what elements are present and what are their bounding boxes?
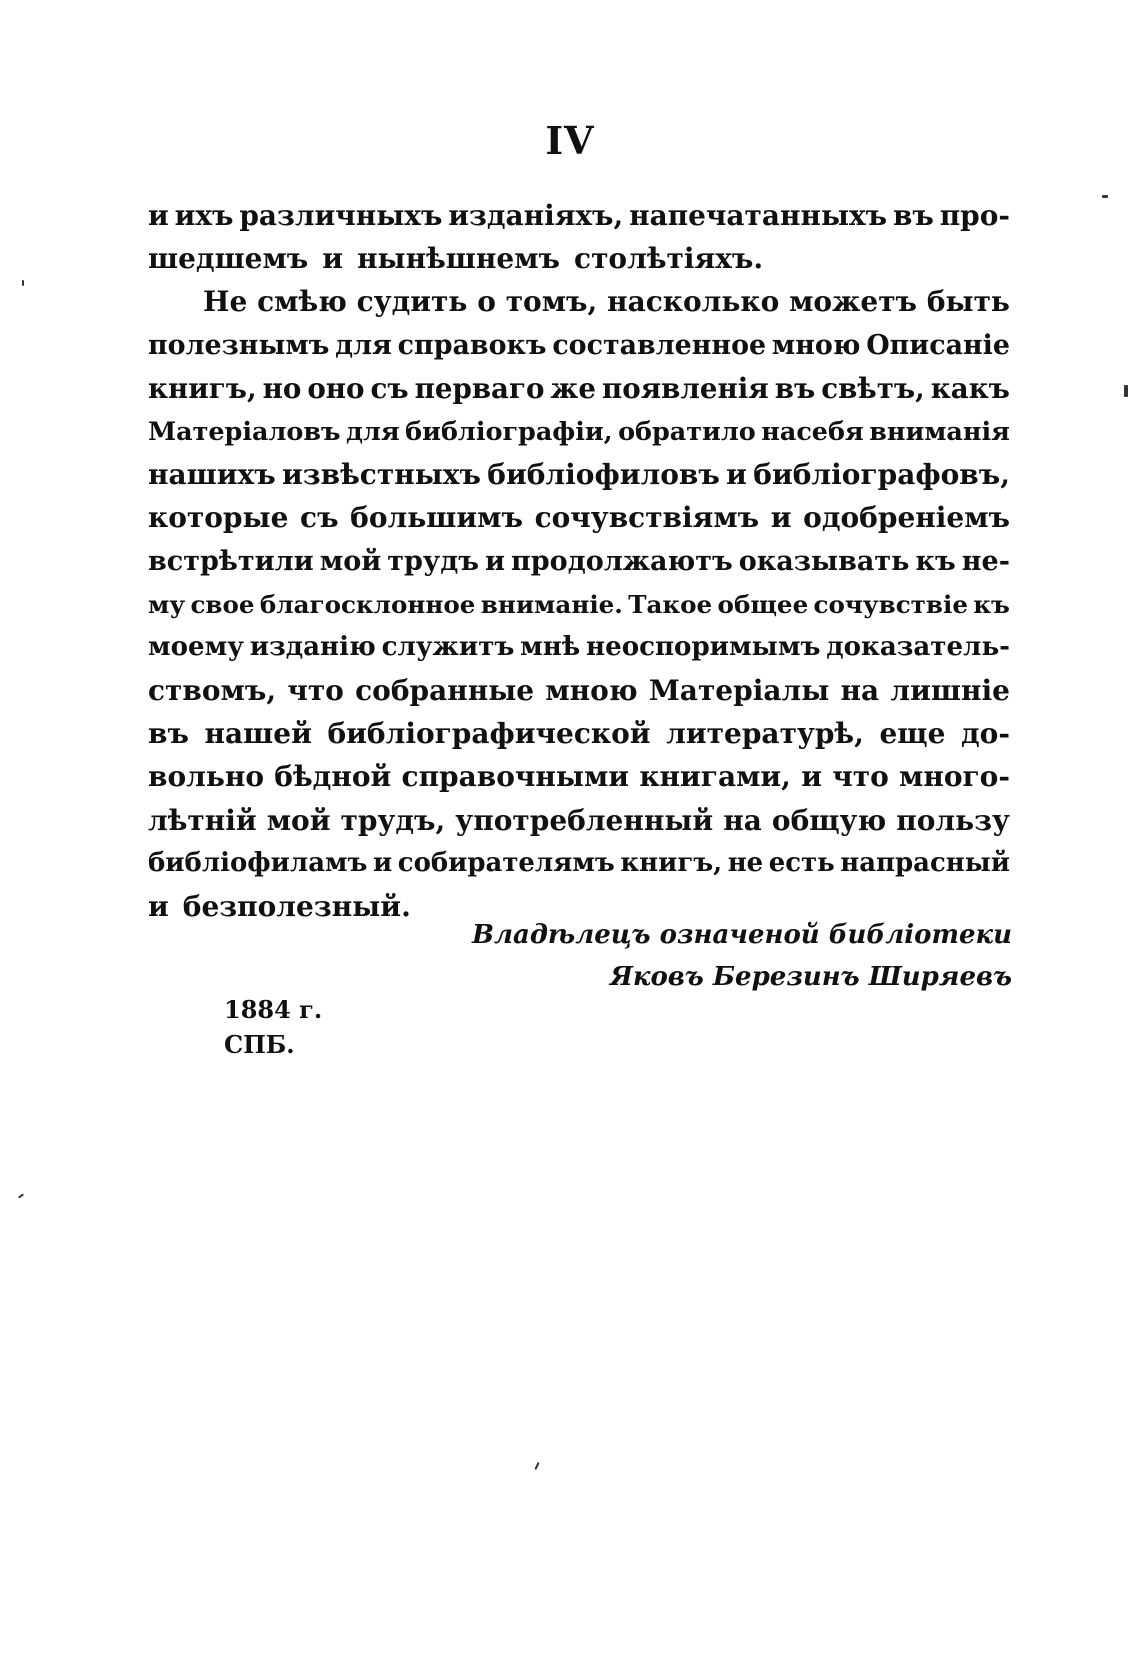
word: въ [892,199,934,232]
word: оно [307,371,365,405]
word: доказатель- [826,631,1010,662]
word: и [726,458,747,492]
word: ствомъ, [148,674,277,708]
word: лишніе [890,674,1010,708]
word: встрѣтили [148,545,314,577]
word: и [801,760,822,794]
word: про- [939,199,1010,232]
word: сочувствіямъ [534,501,760,535]
word: перваго [414,371,545,405]
text-line [148,496,1010,539]
scan-speck [18,1193,24,1198]
word: книгами, [639,760,791,794]
text-line [148,194,1010,237]
word: въ [148,717,189,751]
text-line [148,540,1010,583]
word: быть [926,285,1010,319]
word: изданію [249,631,376,662]
word: появленія [602,371,769,405]
text-line [148,367,1010,410]
word: напрасный [840,847,1010,878]
word: полезнымъ [148,329,330,361]
text-line [148,324,1010,367]
scan-speck [534,1462,539,1470]
word: судить [356,285,468,319]
word: шедшемъ [148,242,309,276]
word: извѣстныхъ [282,458,481,492]
word: изданіяхъ, [448,199,624,232]
word: справокъ [397,329,547,361]
word: насколько [607,285,780,319]
word: продолжаютъ [511,545,733,577]
word: литературѣ, [666,717,864,751]
text-line [148,626,1010,669]
word: мой [266,803,331,837]
word: нашихъ [148,458,276,492]
word: обратило [618,415,756,446]
word: столѣтіяхъ. [574,242,764,276]
word: общее [717,589,809,619]
word: вольно [148,760,265,794]
word: оказывать [738,545,910,577]
word: вниманіе. [480,589,623,619]
word: книгъ, [148,371,257,405]
word: и [148,890,169,923]
text-line [148,410,1010,453]
signature-title: Владѣлецъ означеной библіотеки [471,920,1012,950]
imprint-city: СПБ. [224,1030,295,1059]
word: и [322,242,344,276]
word: для [346,415,400,446]
word: безполезный. [182,890,411,923]
scan-speck [1124,385,1128,397]
word: въ [774,371,816,405]
word: библіографіи, [405,415,613,446]
word: библіофиламъ [148,847,368,878]
text-line [148,237,1010,280]
word: трудъ, [340,803,446,837]
word: нашей [204,717,312,751]
word: свѣтъ, [821,371,925,405]
word: лѣтній [148,803,257,837]
word: и [484,545,505,577]
word: библіографической [327,717,651,751]
word: Не [203,285,248,319]
word: употребленный [455,803,714,837]
scan-speck [1102,195,1108,198]
word: не- [961,545,1010,577]
word: и [148,199,169,232]
word: благосклонное [259,589,476,619]
word: одобреніемъ [803,501,1010,535]
signature-name: Яковъ Березинъ Ширяевъ [609,962,1012,992]
word: мой [319,545,382,577]
word: бѣдной [274,760,392,794]
word: нынѣшнемъ [357,242,561,276]
word: смѣю [257,285,347,319]
word: къ [915,545,956,577]
body-text [148,194,1010,928]
word: сочувствіе [813,589,968,619]
word: пользу [896,803,1010,837]
word: служитъ [381,631,515,662]
word: къ [973,589,1010,619]
word: же [550,371,596,405]
word: мнѣ [520,631,581,662]
word: что [287,674,344,708]
text-line [148,583,1010,626]
word: книгъ, [620,847,723,878]
word: до- [961,717,1010,751]
word: о [477,285,496,319]
text-line [148,712,1010,755]
word: собирателямъ [397,847,615,878]
word: составленное [552,329,767,361]
text-line [148,842,1010,885]
word: есть [768,847,835,878]
word: что [832,760,889,794]
word: трудъ [387,545,479,577]
scan-speck [22,280,24,286]
word: и [770,501,792,535]
word: справочными [401,760,630,794]
word: и [372,847,393,878]
word: напечатанныхъ [629,199,888,232]
word: Матеріаловъ [148,415,341,446]
imprint-year: 1884 г. [224,995,323,1024]
word: Такое [628,589,713,619]
word: для [335,329,392,361]
word: на [723,803,762,837]
word: насебя [761,415,864,446]
word: которые [148,501,289,535]
text-line [148,799,1010,842]
word: съ [370,371,409,405]
text-line [148,453,1010,496]
text-line [148,280,1010,323]
word: собранные [355,674,535,708]
text-line [148,669,1010,712]
word: Матеріалы [648,674,830,708]
word: ихъ [174,199,234,232]
word: библіографовъ, [753,458,1010,492]
word: различныхъ [239,199,443,232]
word: вниманія [869,415,1010,446]
page-number: IV [545,118,595,163]
word: му [148,589,186,619]
word: моему [148,631,244,662]
word: но [262,371,302,405]
word: неоспоримымъ [586,631,821,662]
word: много- [899,760,1010,794]
word: съ [300,501,339,535]
word: какъ [930,371,1010,405]
word: большимъ [350,501,523,535]
word: на [840,674,880,708]
word: Описаніе [866,329,1010,361]
word: не [727,847,764,878]
word: можетъ [789,285,918,319]
word: еще [879,717,946,751]
word: свое [190,589,255,619]
word: библіофиловъ [487,458,720,492]
word: мною [545,674,638,708]
word: томъ, [505,285,598,319]
word: мною [771,329,861,361]
word: общую [771,803,887,837]
text-line [148,755,1010,798]
